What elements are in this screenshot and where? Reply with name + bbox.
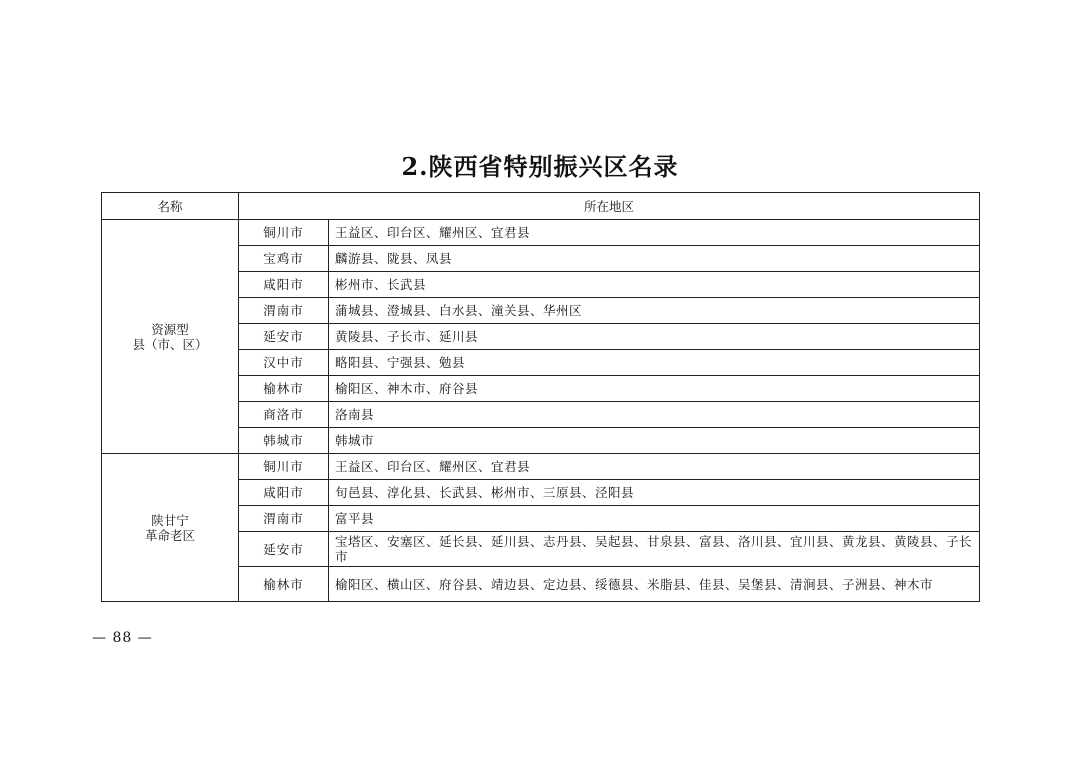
city-cell: 韩城市 (239, 428, 329, 454)
city-cell: 铜川市 (239, 220, 329, 246)
city-cell: 延安市 (239, 324, 329, 350)
areas-cell: 富平县 (329, 506, 980, 532)
table-row (102, 454, 980, 480)
category-label: 资源型 (151, 321, 189, 337)
areas-cell: 略阳县、宁强县、勉县 (329, 350, 980, 376)
areas-cell: 洛南县 (329, 402, 980, 428)
areas-cell: 榆阳区、神木市、府谷县 (329, 376, 980, 402)
page-title: 2.陕西省特别振兴区名录 (401, 152, 679, 181)
city-cell: 榆林市 (239, 376, 329, 402)
table-row (102, 220, 980, 246)
category-cell-resource (102, 220, 239, 454)
category-label: 县（市、区） (132, 336, 208, 352)
areas-cell: 黄陵县、子长市、延川县 (329, 324, 980, 350)
areas-cell: 榆阳区、横山区、府谷县、靖边县、定边县、绥德县、米脂县、佳县、吴堡县、清涧县、子洲县、神木市 (329, 567, 980, 602)
category-cell-revolutionary (102, 454, 239, 602)
areas-cell: 宝塔区、安塞区、延长县、延川县、志丹县、吴起县、甘泉县、富县、洛川县、宜川县、黄龙县、黄陵县、子长市 (329, 532, 980, 567)
table-header-row (102, 193, 980, 220)
areas-cell: 蒲城县、澄城县、白水县、潼关县、华州区 (329, 298, 980, 324)
city-cell: 咸阳市 (239, 272, 329, 298)
city-cell: 汉中市 (239, 350, 329, 376)
city-cell: 榆林市 (239, 567, 329, 602)
city-cell: 咸阳市 (239, 480, 329, 506)
header-name: 名称 (102, 193, 239, 220)
city-cell: 铜川市 (239, 454, 329, 480)
areas-cell: 王益区、印台区、耀州区、宜君县 (329, 454, 980, 480)
city-cell: 宝鸡市 (239, 246, 329, 272)
areas-cell: 王益区、印台区、耀州区、宜君县 (329, 220, 980, 246)
city-cell: 商洛市 (239, 402, 329, 428)
city-cell: 渭南市 (239, 298, 329, 324)
areas-cell: 彬州市、长武县 (329, 272, 980, 298)
category-label: 革命老区 (144, 527, 195, 543)
district-roster-table (101, 192, 980, 602)
city-cell: 延安市 (239, 532, 329, 567)
category-label: 陕甘宁 (151, 512, 189, 528)
city-cell: 渭南市 (239, 506, 329, 532)
header-location: 所在地区 (239, 193, 980, 220)
areas-cell: 韩城市 (329, 428, 980, 454)
page-number: — 88 — (92, 630, 153, 646)
areas-cell: 旬邑县、淳化县、长武县、彬州市、三原县、泾阳县 (329, 480, 980, 506)
areas-cell: 麟游县、陇县、凤县 (329, 246, 980, 272)
